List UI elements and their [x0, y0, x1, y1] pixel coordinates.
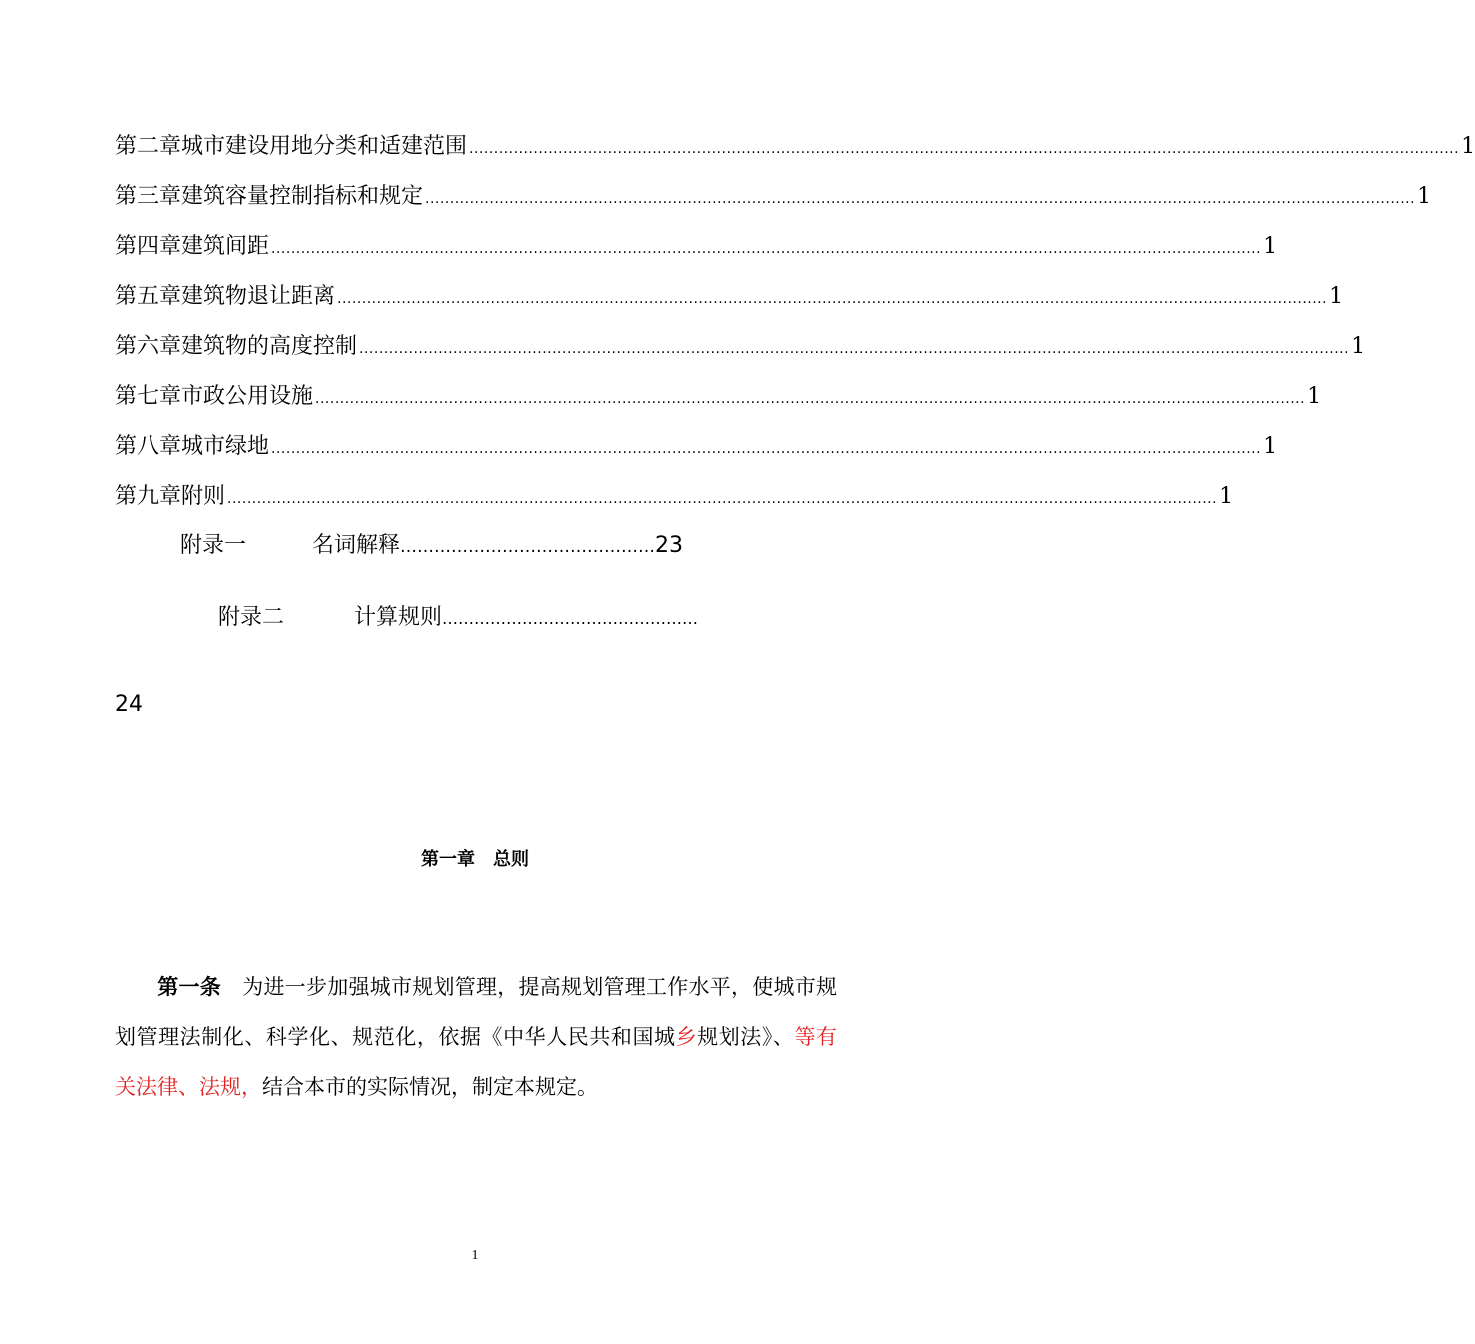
toc-entry[interactable]	[115, 132, 1475, 162]
toc-chapter-label: 第三章	[115, 184, 182, 209]
toc-title: 城市建设用地分类和适建范围	[181, 134, 468, 159]
revision-mark: 等有关法律、法规，	[115, 1025, 838, 1099]
page-number: 1	[471, 1248, 479, 1263]
toc-leader-dots: ........................................................................................................................................................................................................	[469, 141, 1460, 157]
toc-page-number: 24	[115, 692, 143, 717]
article-number: 第一条	[157, 975, 221, 999]
toc-entry[interactable]	[115, 332, 1366, 362]
chapter-heading: 第一章 总则	[421, 849, 529, 870]
toc-title: 建筑间距	[181, 234, 270, 259]
toc-leader-dots: ........................................................................................................................................................................................................	[315, 391, 1306, 407]
toc-page-number: 1	[1263, 434, 1278, 459]
toc-leader-dots: ........................................................................................................................................................................................................	[271, 241, 1262, 257]
appendix-label: 附录二	[218, 605, 285, 630]
toc-entry[interactable]	[115, 232, 1278, 262]
toc-appendix-1[interactable]	[180, 531, 683, 562]
toc-title: 建筑容量控制指标和规定	[181, 184, 424, 209]
toc-leader-dots: ………………………………………	[400, 537, 656, 557]
toc-chapter-label: 第四章	[115, 234, 182, 259]
toc-page-number: 1	[1461, 134, 1475, 159]
toc-page-number: 23	[655, 533, 684, 558]
article-text: 为进一步加强城市规划管理，提高规划管理工作水平，使城市规划管理法制化、科学化、规范化，依据《中华人民共和国城	[115, 975, 837, 1049]
toc-entry[interactable]	[115, 182, 1432, 212]
toc-leader-dots: ........................................................................................................................................................................................................	[227, 491, 1218, 507]
toc-entry[interactable]	[115, 282, 1344, 312]
toc-title: 附则	[181, 484, 226, 509]
toc-leader-dots: ........................................................................................................................................................................................................	[359, 341, 1350, 357]
revision-mark: 乡	[675, 1025, 698, 1049]
appendix-title: 计算规则	[354, 605, 443, 630]
toc-page-number: 1	[1417, 184, 1432, 209]
toc-title: 建筑物的高度控制	[181, 334, 358, 359]
article-text: 规划法》、	[697, 1025, 795, 1049]
toc-page-number: 1	[1219, 484, 1234, 509]
toc-page-number: 1	[1307, 384, 1322, 409]
toc-chapter-label: 第六章	[115, 334, 182, 359]
toc-chapter-label: 第九章	[115, 484, 182, 509]
article-text: 结合本市的实际情况，制定本规定。	[262, 1075, 598, 1099]
toc-page-number: 1	[1351, 334, 1366, 359]
toc-leader-dots: …………………………………………	[442, 609, 699, 628]
toc-title: 城市绿地	[181, 434, 270, 459]
toc-chapter-label: 第五章	[115, 284, 182, 309]
toc-chapter-label: 第八章	[115, 434, 182, 459]
appendix-label: 附录一	[180, 533, 247, 558]
toc-title: 建筑物退让距离	[181, 284, 336, 309]
toc-entry[interactable]	[115, 382, 1322, 412]
toc-chapter-label: 第二章	[115, 134, 182, 159]
toc-appendix-2-page	[115, 690, 143, 720]
toc-page-number: 1	[1263, 234, 1278, 259]
toc-entry[interactable]	[115, 482, 1234, 512]
toc-entry[interactable]	[115, 432, 1278, 462]
toc-leader-dots: ........................................................................................................................................................................................................	[271, 441, 1262, 457]
toc-title: 市政公用设施	[181, 384, 314, 409]
toc-page-number: 1	[1329, 284, 1344, 309]
toc-appendix-2[interactable]	[218, 603, 698, 634]
toc-leader-dots: ........................................................................................................................................................................................................	[337, 291, 1328, 307]
article-paragraph	[115, 962, 837, 1112]
toc-chapter-label: 第七章	[115, 384, 182, 409]
toc-leader-dots: ........................................................................................................................................................................................................	[425, 191, 1416, 207]
appendix-title: 名词解释	[312, 533, 401, 558]
